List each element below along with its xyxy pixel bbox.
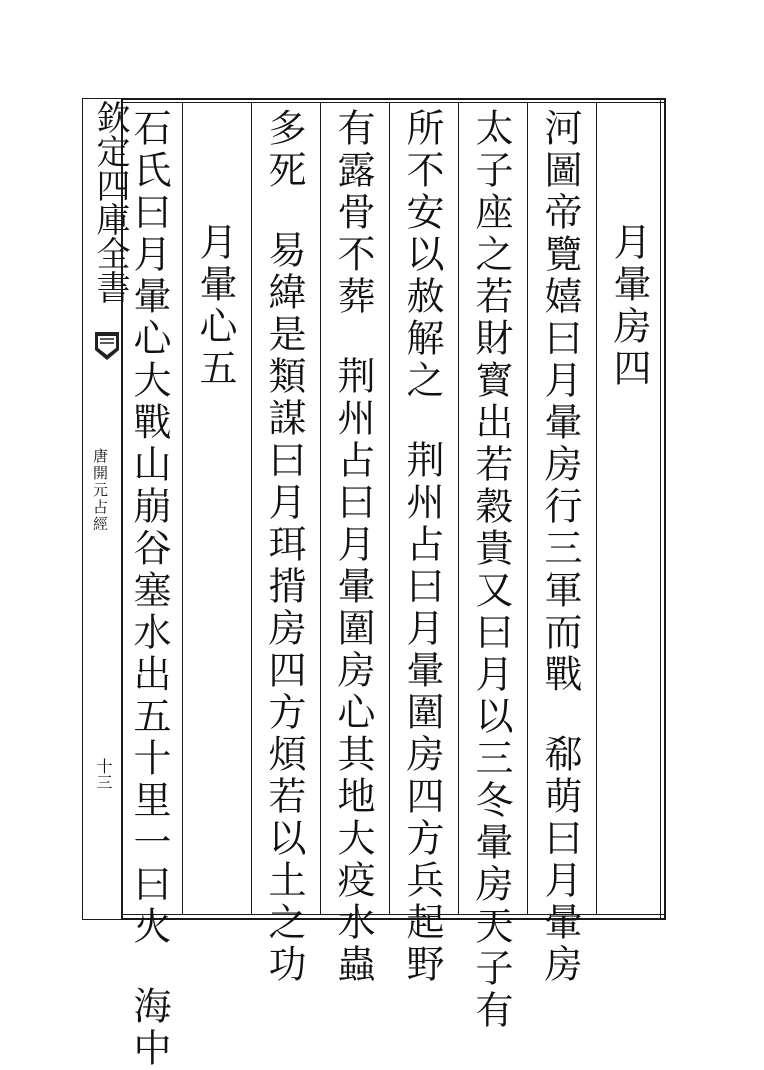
margin-outer-border	[82, 98, 83, 920]
column-text: 有露骨不葬	[331, 108, 375, 318]
margin-bottom-border	[82, 919, 122, 920]
column-text-tail: 荆州占曰月暈圍房心其地大疫水蟲	[331, 356, 375, 986]
column-divider	[458, 102, 459, 914]
frame-right-border	[664, 98, 666, 920]
column-divider	[389, 102, 390, 914]
fish-tail-ornament-icon	[94, 330, 120, 366]
column-text: 太子座之若財寳出若穀貴又曰月以三冬暈房天子有	[469, 108, 513, 1032]
text-column-7	[193, 222, 237, 390]
column-text: 所不安以赦解之	[400, 108, 444, 402]
text-column-5	[331, 108, 375, 986]
text-column-4	[400, 108, 444, 986]
column-text: 多死	[262, 108, 306, 192]
column-text-tail: 易緯是類謀曰月珥揹房四方煩若以土之功	[262, 230, 306, 986]
column-text-tail: 郗萌曰月暈房	[538, 734, 582, 986]
column-divider	[320, 102, 321, 914]
column-divider	[251, 102, 252, 914]
margin-page-number: 十三	[94, 758, 113, 790]
frame-right-border-inner	[660, 98, 661, 920]
column-text-tail: 海中	[127, 986, 171, 1070]
column-text: 河圖帝覽嬉曰月暈房行三軍而戰	[538, 108, 582, 696]
column-text: 石氏曰月暈心大戰山崩谷塞水出五十里一曰火	[127, 108, 171, 948]
column-divider	[182, 102, 183, 914]
frame-top-border	[121, 98, 666, 100]
margin-top-border	[82, 98, 122, 99]
frame-top-border-inner	[121, 102, 666, 103]
section-heading: 月暈房四	[607, 222, 651, 390]
frame-bottom-border-inner	[121, 914, 666, 915]
text-column-1	[607, 222, 651, 390]
column-divider	[596, 102, 597, 914]
margin-source-title: 唐開元占經	[91, 448, 109, 533]
section-heading: 月暈心五	[193, 222, 237, 390]
text-column-6	[262, 108, 306, 986]
column-text-tail: 荆州占曰月暈圍房四方兵起野	[400, 440, 444, 986]
text-column-3	[469, 108, 513, 1032]
text-column-8	[127, 108, 171, 1070]
frame-bottom-border	[121, 918, 666, 920]
column-divider	[527, 102, 528, 914]
text-column-2	[538, 108, 582, 986]
margin-book-title: 欽定四庫全書	[90, 100, 130, 304]
